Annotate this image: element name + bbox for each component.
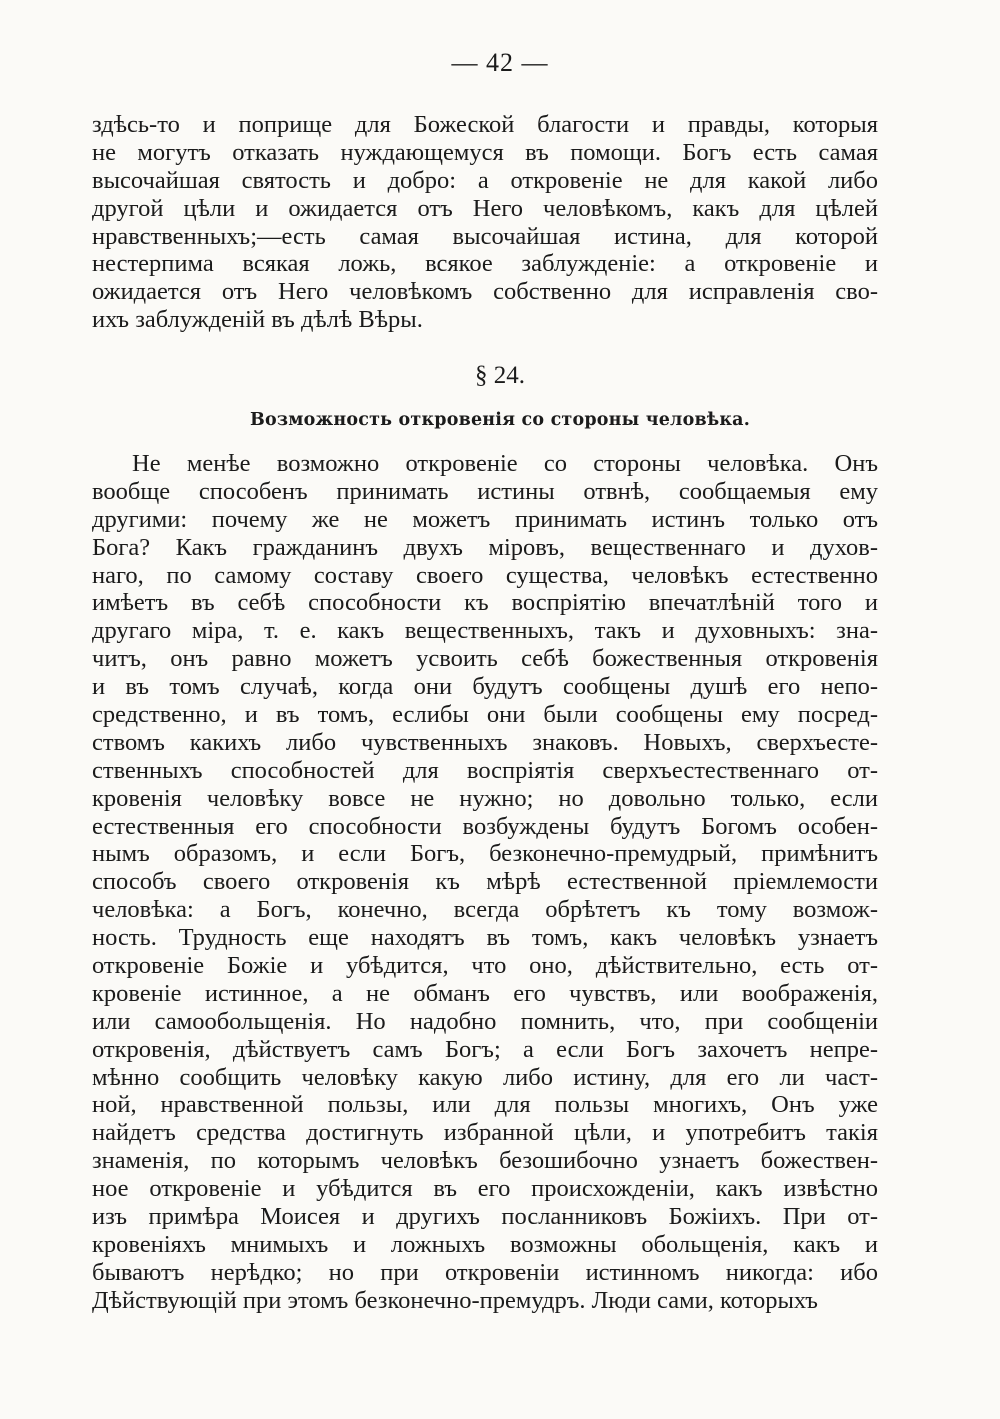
text-line: откровенія, дѣйствуетъ самъ Богъ; а если Богъ захочетъ непре-: [92, 1035, 878, 1063]
text-line: мѣнно сообщить человѣку какую либо истину, для его ли част-: [92, 1063, 878, 1091]
text-line: нымъ образомъ, и если Богъ, безконечно-премудрый, примѣнитъ: [92, 840, 878, 868]
text-line: ное откровеніе и убѣдится въ его происхожденіи, какъ извѣстно: [92, 1175, 878, 1203]
section-number: § 24.: [475, 362, 525, 389]
text-line: высочайшая святость и добро: а откровеніе не для какой либо: [92, 166, 878, 194]
text-line: ность. Трудность еще находятъ въ томъ, какъ человѣкъ узнаетъ: [92, 924, 878, 952]
text-line: ихъ заблужденій въ дѣлѣ Вѣры.: [92, 306, 423, 334]
text-line: ожидается отъ Него человѣкомъ собственно для исправленія сво-: [92, 278, 878, 306]
text-line: другой цѣли и ожидается отъ Него человѣкомъ, какъ для цѣлей: [92, 194, 878, 222]
text-line: не могутъ отказать нуждающемуся въ помощи. Богъ есть самая: [92, 138, 878, 166]
paragraph-section-body: [92, 450, 878, 1315]
text-line: бываютъ нерѣдко; но при откровеніи истинномъ никогда: ибо: [92, 1258, 878, 1286]
text-line: человѣка: а Богъ, конечно, всегда обрѣтетъ къ тому возмож-: [92, 896, 878, 924]
text-line: кровеніе истинное, а не обманъ его чувствъ, или воображенія,: [92, 979, 878, 1007]
text-line: ствомъ какихъ либо чувственныхъ знаковъ. Новыхъ, сверхъесте-: [92, 728, 878, 756]
text-line: изъ примѣра Моисея и другихъ посланниковъ Божіихъ. При от-: [92, 1203, 878, 1231]
text-line: имѣетъ въ себѣ способности къ воспріятію впечатлѣній того и: [92, 589, 878, 617]
text-line: и въ томъ случаѣ, когда они будутъ сообщены душѣ его непо-: [92, 673, 878, 701]
text-line: другими: почему же не можетъ принимать истинъ только отъ: [92, 505, 878, 533]
text-line: читъ, онъ равно можетъ усвоить себѣ божественныя откровенія: [92, 645, 878, 673]
text-line: откровеніе Божіе и убѣдится, что оно, дѣйствительно, есть от-: [92, 952, 878, 980]
text-line: или самообольщенія. Но надобно помнить, что, при сообщеніи: [92, 1007, 878, 1035]
text-line: наго, по самому составу своего существа, человѣкъ естественно: [92, 561, 878, 589]
text-line: другаго міра, т. е. какъ вещественныхъ, такъ и духовныхъ: зна-: [92, 617, 878, 645]
text-line: Дѣйствующій при этомъ безконечно-премудръ. Люди сами, которыхъ: [92, 1286, 818, 1314]
section-title: Возможность откровенія со стороны человѣка.: [250, 410, 750, 430]
text-line: Не менѣе возможно откровеніе со стороны человѣка. Онъ: [132, 450, 878, 477]
text-line: ной, нравственной пользы, или для пользы многихъ, Онъ уже: [92, 1091, 878, 1119]
text-line: естественныя его способности возбуждены будутъ Богомъ особен-: [92, 812, 878, 840]
text-line: ственныхъ способностей для воспріятія сверхъестественнаго от-: [92, 756, 878, 784]
page-number: — 42 —: [451, 48, 549, 77]
text-line: найдетъ средства достигнуть избранной цѣли, и употребитъ такія: [92, 1119, 878, 1147]
paragraph-continuation: [92, 111, 878, 334]
text-line: вообще способенъ принимать истины отвнѣ, сообщаемыя ему: [92, 477, 878, 505]
text-line: способъ своего откровенія къ мѣрѣ естественной пріемлемости: [92, 868, 878, 896]
text-line: кровенія человѣку вовсе не нужно; но довольно только, если: [92, 784, 878, 812]
text-line: знаменія, по которымъ человѣкъ безошибочно узнаетъ божествен-: [92, 1147, 878, 1175]
text-line: нестерпима всякая ложь, всякое заблужденіе: а откровеніе и: [92, 250, 878, 278]
text-line: кровеніяхъ мнимыхъ и ложныхъ возможны обольщенія, какъ и: [92, 1230, 878, 1258]
text-line: здѣсь-то и поприще для Божеской благости и правды, которыя: [92, 111, 878, 138]
text-line: нравственныхъ;—есть самая высочайшая истина, для которой: [92, 222, 878, 250]
text-line: средственно, и въ томъ, еслибы они были сообщены ему посред-: [92, 701, 878, 729]
text-line: Бога? Какъ гражданинъ двухъ міровъ, вещественнаго и духов-: [92, 533, 878, 561]
